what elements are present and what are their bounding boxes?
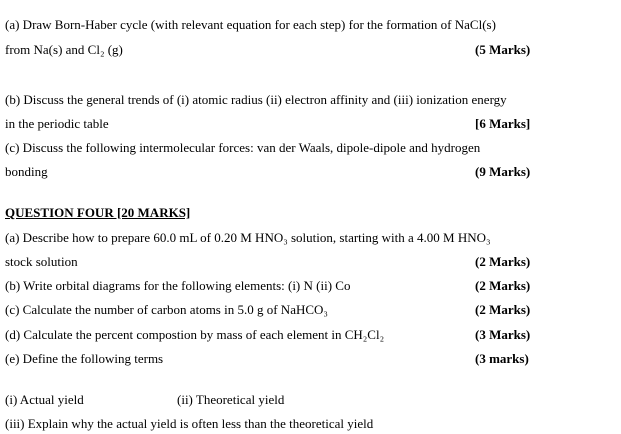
q4e-text: (e) Define the following terms: [5, 351, 164, 366]
q3c-row2: [5, 163, 611, 181]
q3a-marks: (5 Marks): [475, 42, 531, 57]
q3b-text-line2: in the periodic table: [5, 116, 109, 131]
q3c-marks: (9 Marks): [475, 164, 531, 179]
q3a-text-line2: from Na(s) and Cl₂ (g): [5, 42, 123, 57]
q4a-marks: (2 Marks): [475, 254, 531, 269]
q4d-row: [5, 326, 611, 344]
q4a-row2: [5, 253, 611, 271]
q4e-row: [5, 350, 611, 368]
q4b-text: (b) Write orbital diagrams for the following elements: (i) N (ii) Co: [5, 278, 351, 293]
term-theoretical-yield: (ii) Theoretical yield: [177, 392, 285, 407]
q3b-text-line1: (b) Discuss the general trends of (i) atomic radius (ii) electron affinity and (iii) ionization energy: [5, 92, 507, 107]
q3c-text-line1: (c) Discuss the following intermolecular forces: van der Waals, dipole-dipole and hydrogen: [5, 140, 481, 155]
q4a-text-line1: (a) Describe how to prepare 60.0 mL of 0.20 M HNO₃ solution, starting with a 4.00 M HNO₃: [5, 230, 491, 245]
q4b-marks: (2 Marks): [475, 278, 531, 293]
q4d-text: (d) Calculate the percent compostion by mass of each element in CH₂Cl₂: [5, 327, 385, 342]
q3b-marks: [6 Marks]: [475, 116, 531, 131]
term-explain-yield: (iii) Explain why the actual yield is often less than the theoretical yield: [5, 416, 374, 431]
q4e-marks: (3 marks): [475, 351, 529, 366]
q4a-text-line2: stock solution: [5, 254, 78, 269]
q4e-terms-row: [5, 391, 611, 409]
question-four-heading: QUESTION FOUR [20 MARKS]: [5, 205, 191, 220]
q3a-text-line1: (a) Draw Born-Haber cycle (with relevant equation for each step) for the formation of NaCl(s): [5, 17, 496, 32]
term-actual-yield: (i) Actual yield: [5, 392, 84, 407]
q4c-text: (c) Calculate the number of carbon atoms in 5.0 g of NaHCO₃: [5, 302, 328, 317]
q3b-row2: [5, 115, 611, 133]
q3c-text-line2: bonding: [5, 164, 48, 179]
q4c-row: [5, 301, 611, 319]
q3a-row2: [5, 41, 611, 59]
q4d-marks: (3 Marks): [475, 327, 531, 342]
q4b-row: [5, 277, 611, 295]
q4c-marks: (2 Marks): [475, 302, 531, 317]
